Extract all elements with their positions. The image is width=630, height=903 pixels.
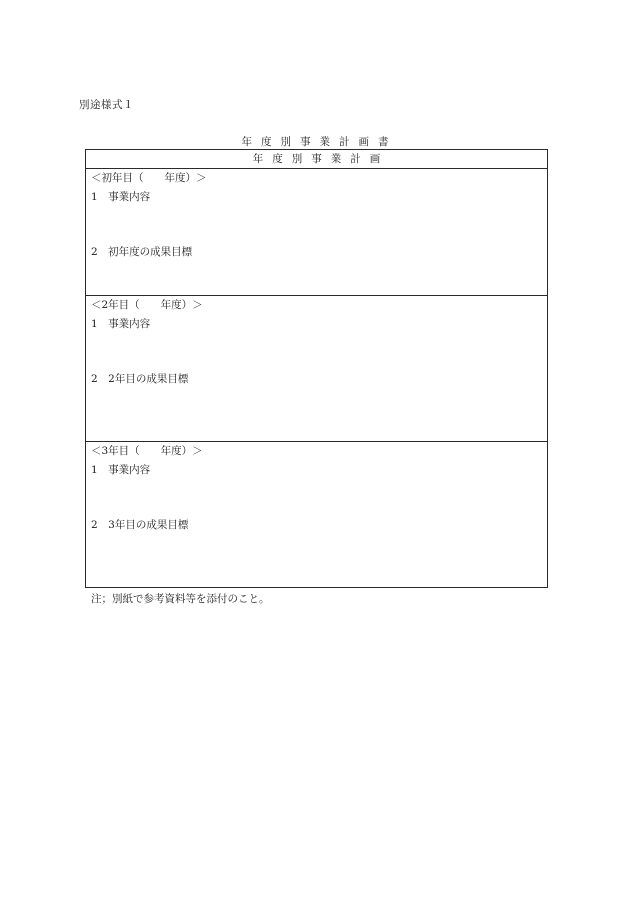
year-2-business-content-label: 1 事業内容 [91,318,151,330]
year-3-business-content-label: 1 事業内容 [91,464,151,476]
year-3-heading: ＜3年目（ 年度）＞ [91,445,203,457]
annual-plan-table [85,149,548,588]
year-1-goal-label: 2 初年度の成果目標 [91,246,193,258]
year-section-1 [86,169,547,296]
attachment-note: 注；別紙で参考資料等を添付のこと。 [91,593,270,605]
year-1-heading: ＜初年目（ 年度）＞ [91,172,207,184]
year-section-2 [86,296,547,442]
form-id-label: 別途様式１ [79,99,134,111]
year-1-business-content-label: 1 事業内容 [91,191,151,203]
document-title: 年度別事業計画書 [241,136,398,148]
table-header: 年度別事業計画 [86,150,547,169]
year-section-3 [86,442,547,587]
year-2-goal-label: 2 2年目の成果目標 [91,373,189,385]
year-3-goal-label: 2 3年目の成果目標 [91,519,189,531]
year-2-heading: ＜2年目（ 年度）＞ [91,299,203,311]
